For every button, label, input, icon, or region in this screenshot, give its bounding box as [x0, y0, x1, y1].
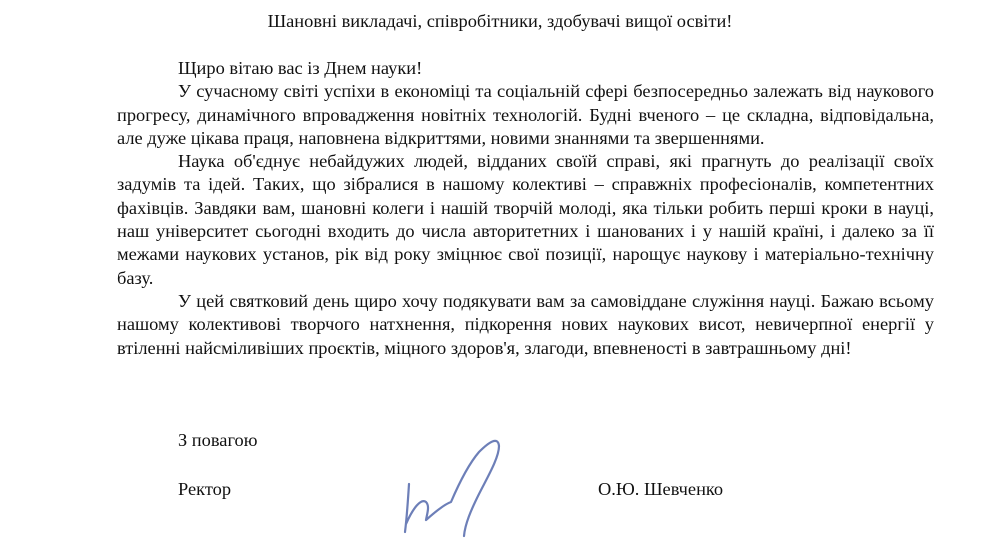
signature-stroke [405, 441, 499, 536]
letter-body [117, 57, 934, 360]
letter-greeting: Шановні викладачі, співробітники, здобувачі вищої освіти! [267, 11, 733, 31]
letter-paragraph: У цей святковий день щиро хочу подякувати вам за самовіддане служіння науці. Бажаю всьому нашому колективові творчого натхнення, підкорення нових наукових висот, невичерпної енергії у втіленні найсміливіших проєктів, міцного здоров'я, злагоди, впевненості в завтрашньому дні! [117, 290, 934, 358]
handwritten-signature [395, 428, 515, 541]
signatory-position: Ректор [178, 479, 232, 499]
signatory-name: О.Ю. Шевченко [598, 479, 724, 499]
letter-closing: З повагою [178, 430, 258, 450]
letter-paragraph: Наука об'єднує небайдужих людей, відданих своїй справі, які прагнуть до реалізації своїх задумів та ідей. Таких, що зібралися в нашому колективі – справжніх професіоналів, компетентних фахівців. Завдяки вам, шановні колеги і нашій творчій молоді, яка тільки робить перші кроки в науці, наш університет сьогодні входить до числа авторитетних і шанованих і у нашій країні, і далеко за її межами наукових установ, рік від року зміцнює свої позиції, нарощує наукову і матеріально-технічну базу. [117, 151, 934, 288]
letter-paragraph: Щиро вітаю вас із Днем науки! [178, 58, 423, 78]
letter-paragraph: У сучасному світі успіхи в економіці та соціальній сфері безпосередньо залежать від наукового прогресу, динамічного впровадження новітніх технологій. Будні вченого – це складна, відповідальна, але дуже цікава праця, наповнена відкриттями, новими знаннями та звершеннями. [117, 81, 934, 148]
